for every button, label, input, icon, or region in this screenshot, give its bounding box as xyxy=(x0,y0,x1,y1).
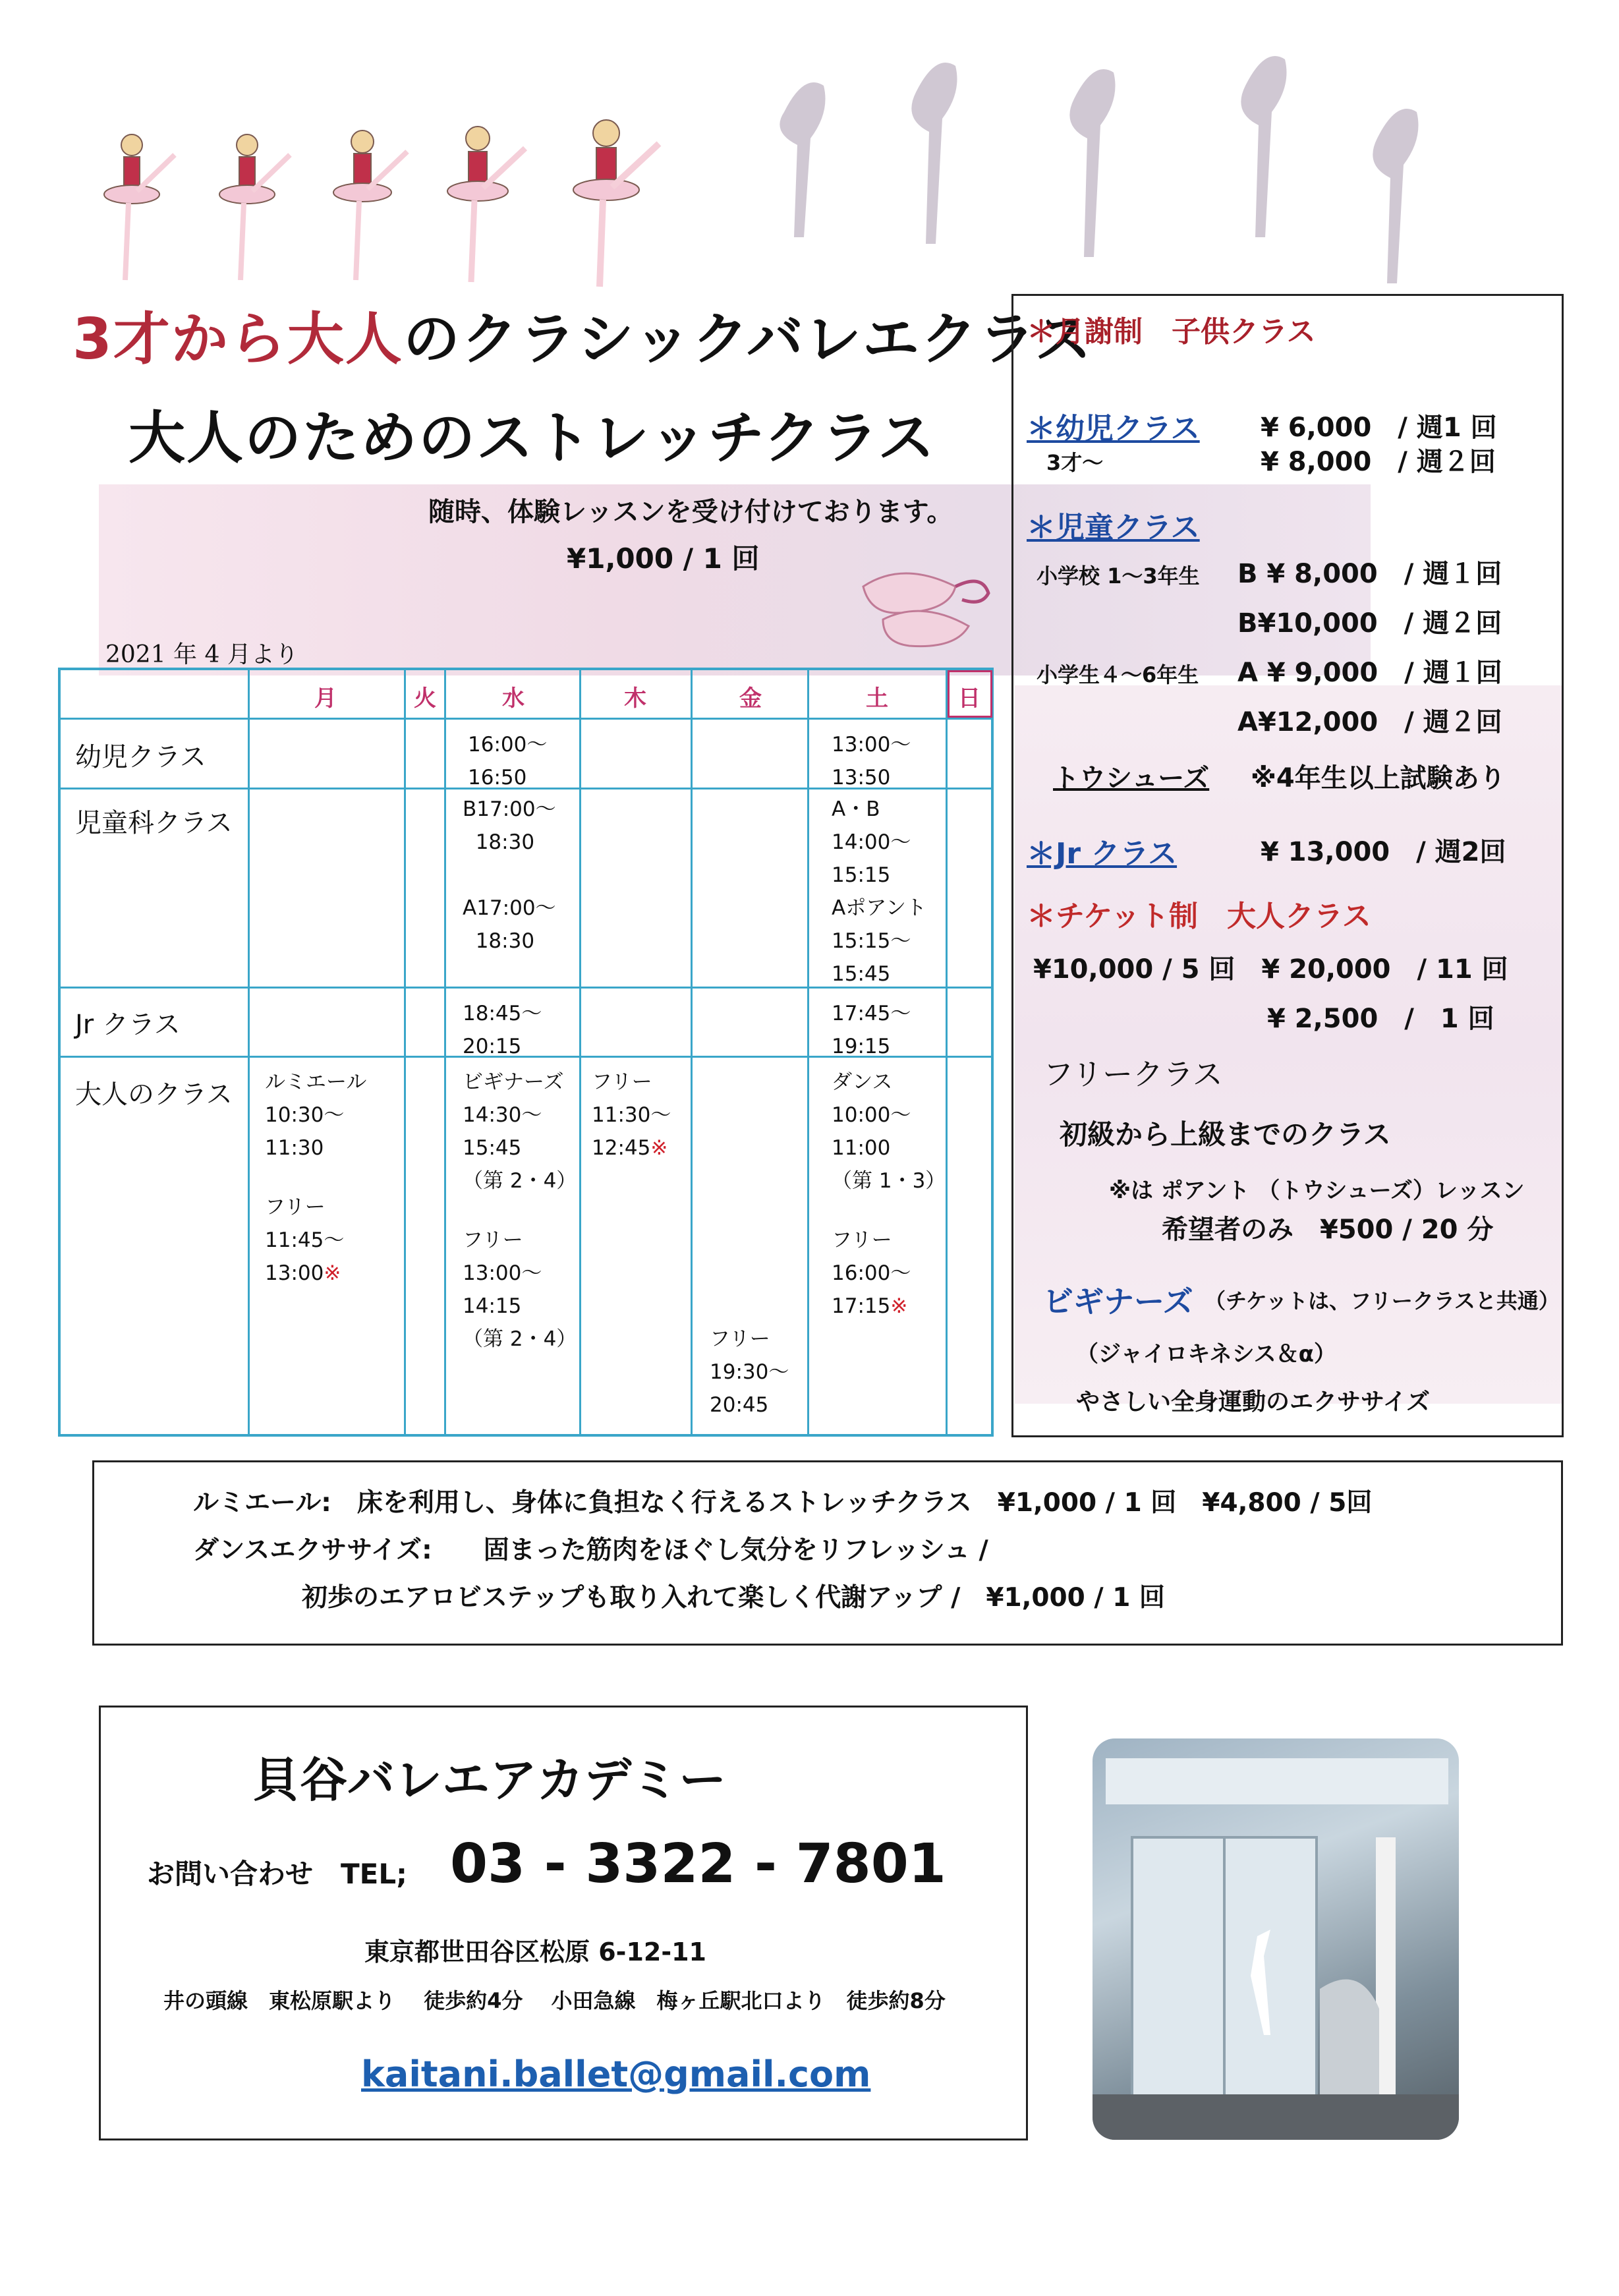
header-sat: 土 xyxy=(866,685,888,712)
price-title: ＊月謝制 子供クラス xyxy=(1027,315,1316,349)
jr-class-price: ¥ 13,000 / 週2回 xyxy=(1261,837,1506,867)
beginners-note: （チケットは、フリークラスと共通） xyxy=(1205,1288,1560,1313)
header-thu: 木 xyxy=(624,685,646,712)
schedule-table xyxy=(58,668,994,1437)
description-line-3: 初歩のエアロビステップも取り入れて楽しく代謝アップ / ¥1,000 / 1 回 xyxy=(302,1583,1165,1613)
sub-title: 大人のためのストレッチクラス xyxy=(128,405,936,471)
main-title-highlight: 3才から大人 xyxy=(72,306,403,372)
table-cell: 16:00～ 16:50 xyxy=(468,733,548,789)
address: 東京都世田谷区松原 6-12-11 xyxy=(364,1937,706,1966)
pointe-shoes-icon xyxy=(843,547,1015,666)
adult-price-2: ¥ 2,500 / 1 回 xyxy=(1267,1004,1494,1034)
cell-text: フリー 11:30～ 12:45 xyxy=(592,1070,671,1160)
table-cell xyxy=(832,1224,911,1323)
class-description-box xyxy=(92,1460,1563,1646)
row-label-adult: 大人のクラス xyxy=(75,1079,233,1110)
header-wed: 水 xyxy=(502,685,525,712)
schedule-start-date: 2021 年 4 月より xyxy=(105,641,298,668)
trial-lesson-text: 随時、体験レッスンを受け付けております。 xyxy=(428,497,953,527)
table-divider xyxy=(691,670,693,1434)
table-divider xyxy=(807,670,809,1434)
description-line-2: ダンスエクササイズ: 固まった筋肉をほぐし気分をリフレッシュ / xyxy=(193,1535,988,1565)
table-cell: ビギナーズ 14:30～ 15:45 （第 2・4） xyxy=(463,1070,577,1193)
free-class-desc: 初級から上級までのクラス xyxy=(1060,1118,1391,1151)
table-cell: B17:00～ 18:30 A17:00～ 18:30 xyxy=(463,797,556,953)
header-fri: 金 xyxy=(739,685,762,712)
inquiry-label: お問い合わせ TEL; xyxy=(147,1858,407,1890)
table-divider xyxy=(444,670,446,1434)
trial-lesson-price: ¥1,000 / 1 回 xyxy=(567,542,760,575)
main-title-rest: のクラシックバレエクラス xyxy=(403,306,1093,372)
pointe-mark: ※ xyxy=(890,1294,908,1318)
table-divider xyxy=(248,670,250,1434)
kids-price-2: ¥ 8,000 / 週２回 xyxy=(1261,447,1496,477)
header-mon: 月 xyxy=(314,685,337,712)
studio-photo xyxy=(1093,1738,1459,2140)
kids-price-1: ¥ 6,000 / 週1 回 xyxy=(1261,413,1497,443)
beginners-title: ビギナーズ xyxy=(1043,1284,1193,1319)
kids-age: 3才～ xyxy=(1046,450,1104,475)
beginners-desc: やさしい全身運動のエクササイズ xyxy=(1076,1389,1431,1416)
table-cell: フリー 13:00～ 14:15 （第 2・4） xyxy=(463,1228,577,1351)
grade-1-3-price-1: B ¥ 8,000 / 週１回 xyxy=(1237,559,1502,589)
table-cell: 17:45～ 19:15 xyxy=(832,1002,911,1058)
grade-4-6-price-1: A ¥ 9,000 / 週１回 xyxy=(1237,658,1502,688)
dancer-illustrations xyxy=(79,99,738,297)
header-tue: 火 xyxy=(414,685,436,712)
adult-class-title: ＊チケット制 大人クラス xyxy=(1027,900,1371,933)
contact-box xyxy=(99,1706,1028,2140)
grade-4-6-label: 小学生４～6年生 xyxy=(1037,662,1199,687)
table-cell: A・B 14:00～ 15:15 Aポアント 15:15～ 15:45 xyxy=(832,797,926,986)
cell-text: フリー 11:45～ 13:00 xyxy=(265,1195,345,1285)
pointe-price: 希望者のみ ¥500 / 20 分 xyxy=(1162,1215,1494,1245)
jr-class-label: ＊Jr クラス xyxy=(1027,837,1178,871)
table-cell: フリー 19:30～ 20:45 xyxy=(710,1327,789,1417)
table-cell xyxy=(592,1066,671,1164)
table-divider xyxy=(946,670,948,1434)
price-box xyxy=(1011,294,1564,1437)
children-class-label: ＊児童クラス xyxy=(1027,511,1200,544)
table-divider xyxy=(61,718,991,720)
kids-class-label: ＊幼児クラス xyxy=(1027,412,1200,445)
dancer-silhouettes xyxy=(731,53,1489,330)
cell-text: フリー 16:00～ 17:15 xyxy=(832,1228,911,1318)
table-divider xyxy=(579,670,581,1434)
email-link[interactable]: kaitani.ballet@gmail.com xyxy=(361,2053,871,2095)
toe-shoes-label: トウシューズ xyxy=(1053,763,1210,793)
grade-1-3-price-2: B¥10,000 / 週２回 xyxy=(1237,608,1502,639)
description-line-1: ルミエール: 床を利用し、身体に負担なく行えるストレッチクラス ¥1,000 / 1 回 ¥4,800 / 5回 xyxy=(193,1488,1373,1518)
pointe-note: ※は ポアント （トウシューズ）レッスン xyxy=(1109,1178,1525,1204)
grade-4-6-price-2: A¥12,000 / 週２回 xyxy=(1237,707,1502,737)
table-divider xyxy=(404,670,406,1434)
table-cell: 18:45～ 20:15 xyxy=(463,1002,542,1058)
adult-price-1: ¥10,000 / 5 回 ¥ 20,000 / 11 回 xyxy=(1033,954,1508,985)
phone-number[interactable]: 03 - 3322 - 7801 xyxy=(450,1833,946,1895)
pointe-mark: ※ xyxy=(324,1261,341,1285)
table-cell: ルミエール 10:30～ 11:30 xyxy=(265,1070,367,1160)
beginners-sub: （ジャイロキネシス＆α） xyxy=(1076,1341,1336,1367)
header-sun: 日 xyxy=(958,685,980,712)
access-info: 井の頭線 東松原駅より 徒歩約4分 小田急線 梅ヶ丘駅北口より 徒歩約8分 xyxy=(163,1988,946,2013)
table-cell: 13:00～ 13:50 xyxy=(832,733,911,789)
studio-building-illustration xyxy=(1093,1738,1459,2140)
academy-name: 貝谷バレエアカデミー xyxy=(252,1752,727,1808)
row-label-infant: 幼児クラス xyxy=(75,742,206,772)
grade-1-3-label: 小学校 1～3年生 xyxy=(1037,563,1200,588)
row-label-children: 児童科クラス xyxy=(75,808,233,838)
pointe-mark: ※ xyxy=(650,1136,668,1160)
table-cell xyxy=(265,1191,344,1290)
main-title xyxy=(72,293,1093,375)
table-cell: ダンス 10:00～ 11:00 （第 1・3） xyxy=(832,1070,946,1193)
toe-shoes-note: ※4年生以上試験あり xyxy=(1251,763,1506,793)
row-label-jr: Jr クラス xyxy=(75,1010,181,1040)
free-class-title: フリークラス xyxy=(1043,1056,1223,1092)
